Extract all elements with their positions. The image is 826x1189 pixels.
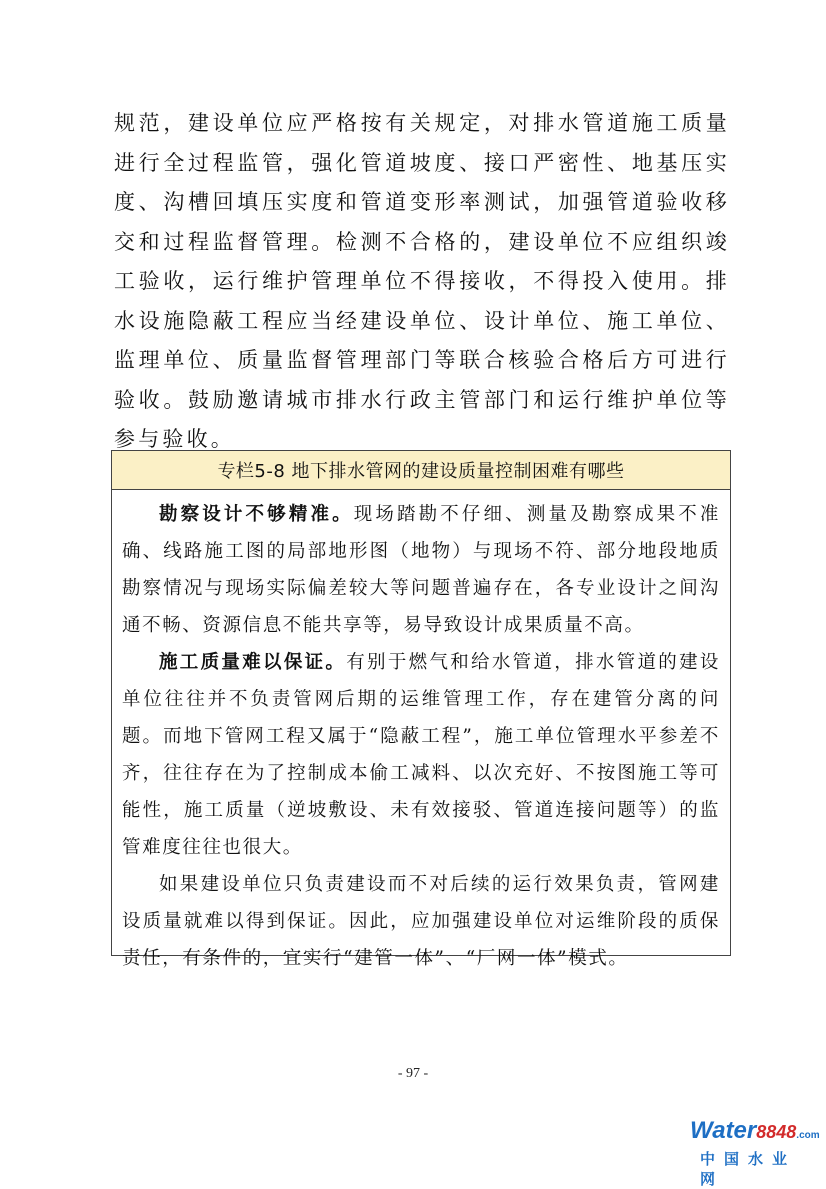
- paragraph-text: 现场踏勘不仔细、测量及勘察成果不准确、线路施工图的局部地形图（地物）与现场不符、部分地段地质勘察情况与现场实际偏差较大等问题普遍存在，各专业设计之间沟通不畅、资源信息不能共享等，易导致设计成果质量不高。: [122, 504, 721, 636]
- watermark-logo: [690, 1117, 820, 1188]
- logo-chinese-name: 中国水业网: [700, 1150, 797, 1188]
- box-paragraph-construction: [122, 644, 720, 866]
- logo-domain: .com: [796, 1130, 820, 1141]
- logo-number: 8848: [756, 1122, 797, 1142]
- sidebar-box-body: [112, 490, 730, 977]
- box-paragraph-responsibility: [122, 866, 720, 977]
- logo-wordmark: [690, 1118, 818, 1149]
- box-paragraph-survey: [122, 496, 720, 644]
- paragraph-text: 如果建设单位只负责建设而不对后续的运行效果负责，管网建设质量就难以得到保证。因此，应加强建设单位对运维阶段的质保责任，有条件的，宜实行“建管一体”、“厂网一体”模式。: [122, 874, 720, 969]
- page-number: - 97 -: [397, 1066, 429, 1081]
- sidebar-box: [111, 450, 731, 969]
- paragraph-lead: 施工质量难以保证。: [159, 652, 347, 673]
- paragraph-text: 有别于燃气和给水管道，排水管道的建设单位往往并不负责管网后期的运维管理工作，存在建管分离的问题。而地下管网工程又属于“隐蔽工程”，施工单位管理水平参差不齐，往往存在为了控制成本偷工减料、以次充好、不按图施工等可能性，施工质量（逆坡敷设、未有效接驳、管道连接问题等）的监管难度往往也很大。: [122, 652, 720, 858]
- logo-water: Water: [690, 1117, 757, 1144]
- paragraph-lead: 勘察设计不够精准。: [159, 504, 354, 525]
- sidebar-box-title: 专栏5-8 地下排水管网的建设质量控制困难有哪些: [112, 451, 730, 490]
- intro-paragraph: 规范，建设单位应严格按有关规定，对排水管道施工质量进行全过程监管，强化管道坡度、接口严密性、地基压实度、沟槽回填压实度和管道变形率测试，加强管道验收移交和过程监督管理。检测不合格的，建设单位不应组织竣工验收，运行维护管理单位不得接收，不得投入使用。排水设施隐蔽工程应当经建设单位、设计单位、施工单位、监理单位、质量监督管理部门等联合核验合格后方可进行验收。鼓励邀请城市排水行政主管部门和运行维护单位等参与验收。: [114, 111, 730, 451]
